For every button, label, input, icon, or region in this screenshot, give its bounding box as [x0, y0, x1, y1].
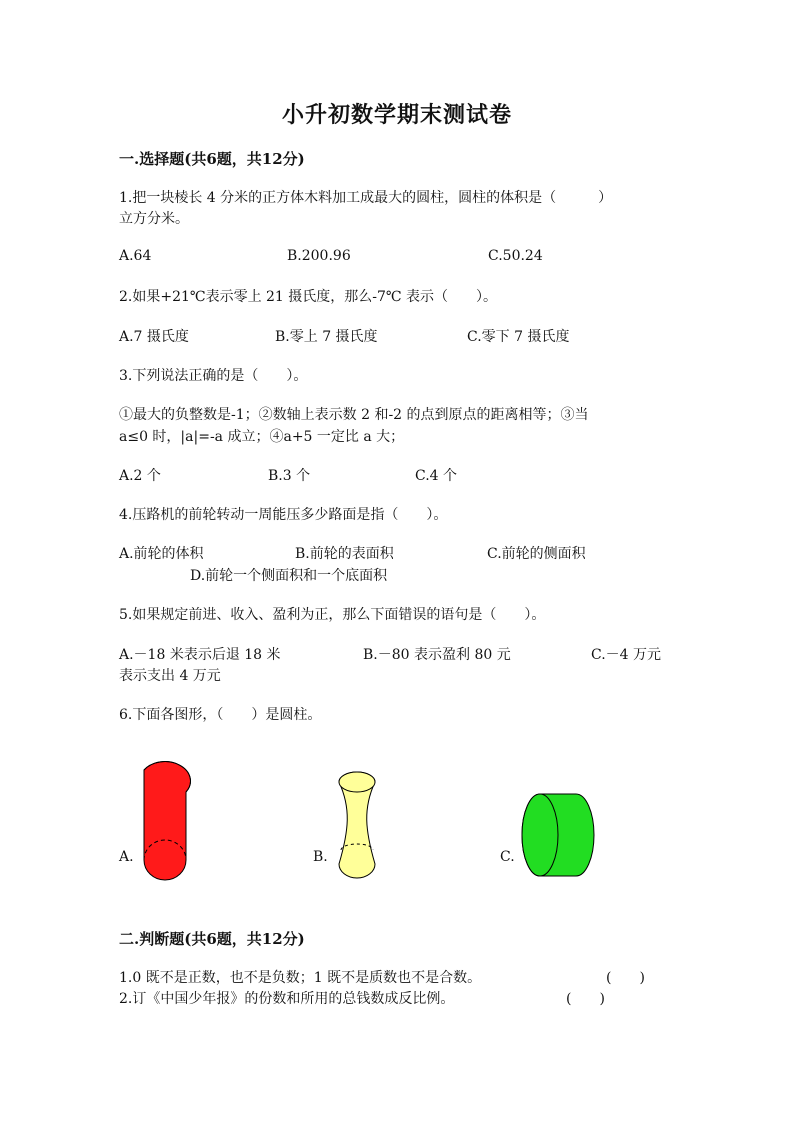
section-heading-choice: 一.选择题(共6题，共12分): [119, 150, 305, 168]
section-heading-true-false: 二.判断题(共6题，共12分): [119, 930, 305, 948]
question-1-text-cont: 立方分米。: [119, 211, 189, 227]
figure-b-label: B.: [313, 849, 328, 865]
figure-a-label: A.: [119, 849, 134, 865]
question-1-option-c: C.50.24: [488, 248, 543, 264]
question-3-text: 3.下列说法正确的是（ ）。: [119, 368, 308, 384]
question-1-option-a: A.64: [119, 248, 152, 264]
question-5-text: 5.如果规定前进、收入、盈利为正，那么下面错误的语句是（ ）。: [119, 607, 546, 623]
judgement-1-text: 1.0 既不是正数，也不是负数；1 既不是质数也不是合数。: [119, 970, 482, 986]
figure-c-cylinder: [520, 792, 596, 880]
judgement-2-blank: ( ): [566, 991, 605, 1007]
question-3-option-b: B.3 个: [268, 468, 311, 484]
page-title: 小升初数学期末测试卷: [281, 102, 512, 128]
question-3-statements: ①最大的负整数是-1；②数轴上表示数 2 和-2 的点到原点的距离相等；③当: [119, 407, 589, 423]
question-4-option-d: D.前轮一个侧面积和一个底面积: [190, 568, 388, 584]
question-5-option-a: A.－18 米表示后退 18 米: [119, 647, 281, 663]
judgement-1-blank: ( ): [606, 970, 645, 986]
question-4-option-c: C.前轮的侧面积: [487, 546, 586, 562]
question-4-text: 4.压路机的前轮转动一周能压多少路面是指（ ）。: [119, 507, 448, 523]
question-5-option-b: B.－80 表示盈利 80 元: [363, 647, 511, 663]
question-4-option-b: B.前轮的表面积: [295, 546, 394, 562]
question-3-option-a: A.2 个: [119, 468, 161, 484]
question-3-statements-cont: a≤0 时，|a|=-a 成立；④a+5 一定比 a 大；: [119, 429, 405, 445]
question-6-text: 6.下面各图形，（ ）是圆柱。: [119, 707, 322, 723]
question-1-option-b: B.200.96: [287, 248, 351, 264]
question-4-option-a: A.前轮的体积: [119, 546, 204, 562]
question-5-option-c-cont: 表示支出 4 万元: [119, 668, 221, 684]
question-3-option-c: C.4 个: [415, 468, 458, 484]
question-1-text: 1.把一块棱长 4 分米的正方体木料加工成最大的圆柱，圆柱的体积是（ ）: [119, 190, 613, 206]
figure-b-concave-solid: [333, 768, 381, 884]
question-2-option-b: B.零上 7 摄氏度: [275, 329, 378, 345]
judgement-2-text: 2.订《中国少年报》的份数和所用的总钱数成反比例。: [119, 991, 455, 1007]
figure-c-label: C.: [500, 849, 515, 865]
question-2-option-a: A.7 摄氏度: [119, 329, 189, 345]
question-2-option-c: C.零下 7 摄氏度: [467, 329, 570, 345]
question-2-text: 2.如果+21℃表示零上 21 摄氏度，那么-7℃ 表示（ ）。: [119, 289, 498, 305]
figure-a-slanted-cylinder: [140, 758, 192, 884]
question-5-option-c: C.－4 万元: [591, 647, 662, 663]
